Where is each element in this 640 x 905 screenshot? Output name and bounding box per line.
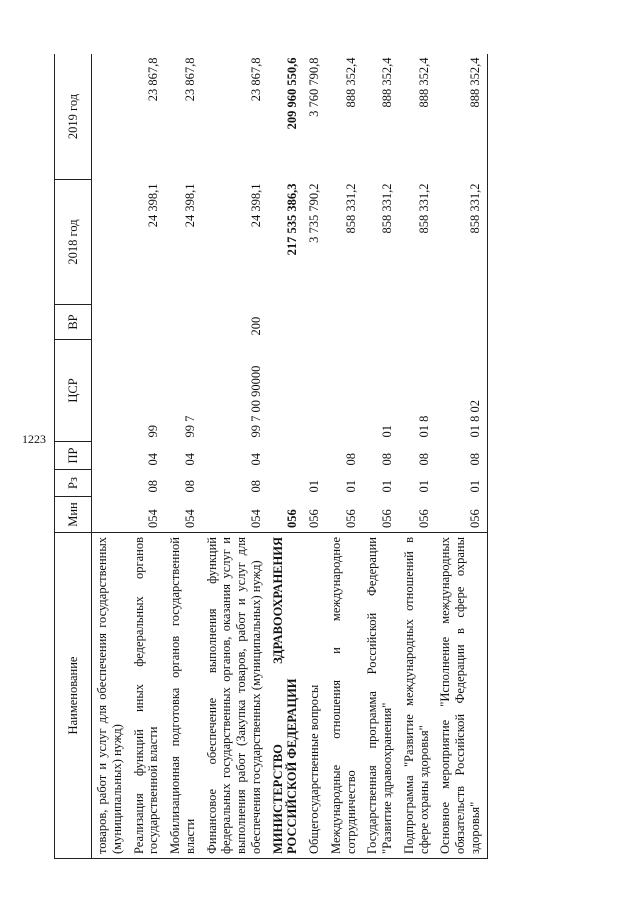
row-2019: 888 352,4: [380, 57, 394, 108]
row-2018: 24 398,1: [182, 183, 197, 228]
row-pr: 08: [380, 453, 394, 466]
row-csr: [326, 340, 363, 442]
page-number: 1223: [22, 432, 46, 446]
row-2018: 24 398,1: [248, 183, 263, 228]
row-vr: [435, 305, 487, 340]
row-min: 054: [146, 509, 161, 528]
row-csr: 99 7 00 90000: [248, 365, 263, 438]
row-vr: 200: [248, 316, 263, 336]
row-rz: 08: [248, 480, 263, 493]
row-min: 056: [435, 497, 487, 533]
row-min: 056: [343, 509, 358, 528]
row-2018: 217 535 386,3: [285, 183, 300, 256]
header-rz: Рз: [55, 470, 92, 497]
row-2019: [92, 54, 129, 180]
row-vr: [304, 305, 326, 340]
row-csr: 01: [380, 425, 394, 438]
row-2018: 3 735 790,2: [307, 183, 321, 243]
row-vr: [129, 305, 166, 340]
row-2019: 888 352,4: [343, 57, 358, 108]
row-csr: [92, 340, 129, 442]
row-min: 056: [307, 509, 321, 528]
row-2019: 209 960 550,6: [285, 57, 300, 130]
row-min: [92, 497, 129, 533]
row-vr: [165, 305, 202, 340]
row-name: МИНИСТЕРСТВО ЗДРАВООХРАНЕНИЯ РОССИЙСКОЙ ФЕДЕРАЦИИ: [268, 533, 305, 859]
page-frame: [54, 54, 606, 859]
table-row: [399, 54, 436, 859]
row-name: Международные отношения и международное сотрудничество: [326, 533, 363, 859]
row-rz: 01: [380, 480, 394, 493]
row-csr: 01 8 02: [435, 340, 487, 442]
budget-table: [54, 54, 488, 859]
row-vr: [92, 305, 129, 340]
row-name: Подпрограмма "Развитие международных отношений в сфере охраны здоровья": [399, 533, 436, 859]
table-body: [92, 54, 488, 859]
row-name: товаров, работ и услуг для обеспечения государственных (муниципальных) нужд): [92, 533, 129, 859]
row-2019: 23 867,8: [146, 57, 161, 102]
row-2018: 24 398,1: [146, 183, 161, 228]
row-2019: 23 867,8: [248, 57, 263, 102]
row-rz: 01: [307, 480, 321, 493]
row-csr: [304, 340, 326, 442]
table-row: [268, 54, 305, 859]
row-csr: [268, 340, 305, 442]
row-vr: [268, 305, 305, 340]
row-vr: [399, 305, 436, 340]
header-vr: ВР: [55, 305, 92, 340]
row-min: 054: [248, 509, 263, 528]
row-2018: [92, 180, 129, 305]
row-rz: [92, 470, 129, 497]
row-min: 054: [182, 509, 197, 528]
row-2018: 858 331,2: [416, 183, 431, 234]
row-vr: [326, 305, 363, 340]
row-rz: [268, 470, 305, 497]
row-csr: 99 7: [182, 415, 197, 438]
row-2019: 3 760 790,8: [307, 57, 321, 117]
row-rz: 01: [435, 470, 487, 497]
header-2019: 2019 год: [55, 54, 92, 180]
rotated-page: [54, 54, 606, 859]
row-2019: 888 352,4: [435, 54, 487, 180]
row-2019: 23 867,8: [182, 57, 197, 102]
row-rz: 01: [343, 480, 358, 493]
table-row: [326, 54, 363, 859]
row-name: Мобилизационная подготовка органов государственной власти: [165, 533, 202, 859]
table-header-row: [55, 54, 92, 859]
row-pr: [92, 442, 129, 470]
row-name: Основное мероприятие "Исполнение международных обязательств Российской Федерации в сфере охраны здоровья": [435, 533, 487, 859]
row-name: Финансовое обеспечение выполнения функций федеральных государственных органов, оказания услуг и выполнения работ (Закупка товаров, работ и услуг для обеспечения государственных (муниципальных) нужд): [202, 533, 268, 859]
row-min: 056: [380, 509, 394, 528]
row-vr: [362, 305, 399, 340]
row-csr: 99: [146, 425, 161, 438]
row-pr: 08: [416, 453, 431, 466]
row-pr: [268, 442, 305, 470]
header-csr: ЦСР: [55, 340, 92, 442]
header-2018: 2018 год: [55, 180, 92, 305]
row-name: Реализация функций иных федеральных органов государственной власти: [129, 533, 166, 859]
row-pr: 08: [343, 453, 358, 466]
row-pr: [304, 442, 326, 470]
row-min: 056: [416, 509, 431, 528]
row-rz: 08: [146, 480, 161, 493]
row-2018: 858 331,2: [343, 183, 358, 234]
table-row: [362, 54, 399, 859]
row-2019: 888 352,4: [416, 57, 431, 108]
table-row: [92, 54, 129, 859]
row-min: 056: [285, 509, 300, 528]
row-csr: 01 8: [416, 415, 431, 438]
row-name: Государственная программа Российской Федерации "Развитие здравоохранения": [362, 533, 399, 859]
header-name: Наименование: [55, 533, 92, 859]
header-pr: ПР: [55, 442, 92, 470]
table-row: [435, 54, 487, 859]
header-min: Мин: [55, 497, 92, 533]
table-row: [165, 54, 202, 859]
row-pr: 08: [435, 442, 487, 470]
row-rz: 01: [416, 480, 431, 493]
table-row: [304, 54, 326, 859]
row-pr: 04: [248, 453, 263, 466]
table-row: [202, 54, 268, 859]
row-2018: 858 331,2: [435, 180, 487, 305]
row-2018: 858 331,2: [380, 183, 394, 234]
table-row: [129, 54, 166, 859]
row-pr: 04: [146, 453, 161, 466]
row-rz: 08: [182, 480, 197, 493]
row-name: Общегосударственные вопросы: [304, 533, 326, 859]
row-pr: 04: [182, 453, 197, 466]
